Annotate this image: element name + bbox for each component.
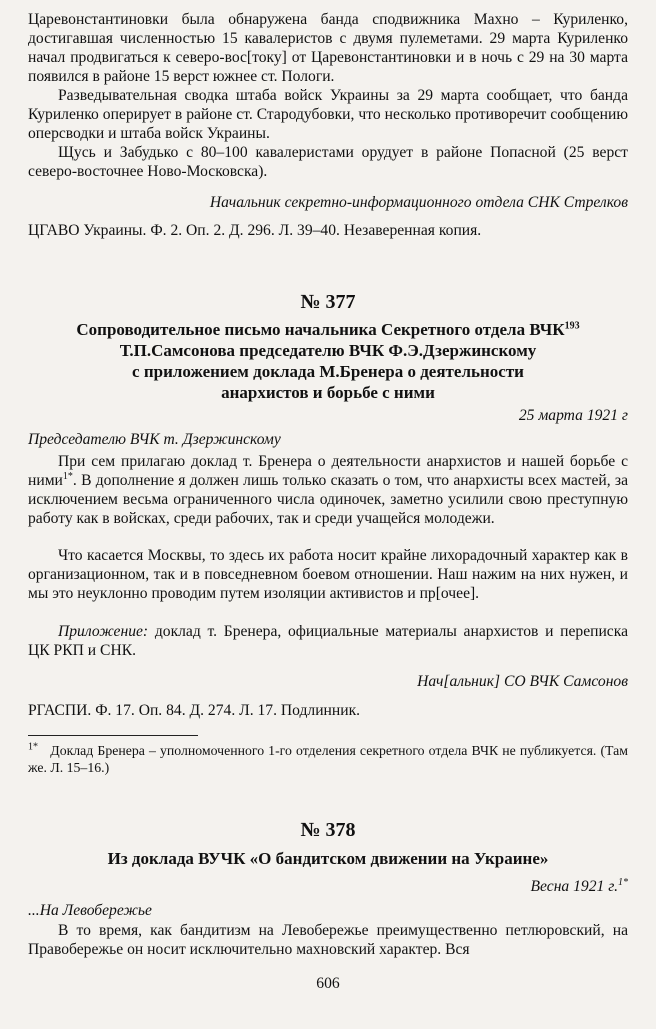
- archive-source: ЦГАВО Украины. Ф. 2. Оп. 2. Д. 296. Л. 39–40. Незаверенная копия.: [28, 222, 482, 239]
- document-title: [28, 319, 628, 403]
- footnote-ref: 1*: [618, 876, 628, 888]
- footnote: $^{1*}$ Доклад Бренера – уполномоченного 1-го отделения секретного отдела ВЧК не публикуется. (Там же. Л. 15–16.): [28, 741, 628, 775]
- title-line: с приложением доклада М.Бренера о деятельности: [132, 362, 524, 381]
- paragraph: В то время, как бандитизм на Левобережье преимущественно петлюровский, на Правобережье он носит исключительно махновский характер. Вся: [28, 922, 628, 958]
- document-number: № 377: [300, 291, 356, 313]
- footnote-mark: 1*: [28, 741, 38, 753]
- signature: Нач[альник] СО ВЧК Самсонов: [417, 673, 628, 690]
- title-line: Сопроводительное письмо начальника Секретного отдела ВЧК$^{193}$: [76, 320, 580, 339]
- page-number: 606: [316, 975, 340, 992]
- title-line: анархистов и борьбе с ними: [221, 383, 435, 402]
- attachment-note: Приложение: доклад т. Бренера, официальные материалы анархистов и переписка ЦК РКП и СНК.: [28, 623, 628, 659]
- subheading: ...На Левобережье: [28, 902, 152, 919]
- paragraph: Щусь и Забудько с 80–100 кавалеристами орудует в районе Попасной (25 верст северо-восточнее Ново-Московска).: [28, 144, 628, 180]
- title-footnote-ref: 193: [564, 320, 580, 332]
- document-date: Весна 1921 г.$^{1*}$: [530, 876, 628, 895]
- title-line: Т.П.Самсонова председателю ВЧК Ф.Э.Дзержинскому: [119, 341, 537, 360]
- paragraph: Что касается Москвы, то здесь их работа носит крайне лихорадочный характер как в организационном, так и в повседневном боевом отношении. Наш нажим на них нужен, и мы это неуклонно проводим путем изоляции активистов и пр[очее].: [28, 547, 628, 602]
- footnote-ref: 1*: [62, 470, 73, 482]
- paragraph: При сем прилагаю доклад т. Бренера о деятельности анархистов и нашей борьбе с ними$^{1*}$. В дополнение я должен лишь только сказать о том, что анархисты всех мастей, за исключением весьма ограниченного числа одиночек, заметно усилили свою преступную работу как в войсках, среди рабочих, так и среди учащейся молодежи.: [28, 453, 628, 527]
- paragraph: Царевонстантиновки была обнаружена банда сподвижника Махно – Куриленко, достигавшая численностью 15 кавалеристов с двумя пулеметами. 29 марта Куриленко начал продвигаться к северо-вос[току] от Царевонстантиновки и в ночь с 29 на 30 марта появился в районе 15 верст южнее ст. Пологи.: [28, 11, 628, 85]
- document-date: 25 марта 1921 г: [518, 407, 628, 424]
- addressee: Председателю ВЧК т. Дзержинскому: [28, 431, 281, 448]
- archive-source: РГАСПИ. Ф. 17. Оп. 84. Д. 274. Л. 17. Подлинник.: [28, 702, 361, 719]
- paragraph: Разведывательная сводка штаба войск Украины за 29 марта сообщает, что банда Куриленко оперирует в районе ст. Стародубовки, что несколько противоречит сообщению оперсводки и штаба войск Украины.: [28, 87, 628, 142]
- document-title: Из доклада ВУЧК «О бандитском движении на Украине»: [107, 849, 549, 868]
- footnote-divider: [28, 735, 198, 736]
- document-number: № 378: [300, 819, 356, 841]
- signature: Начальник секретно-информационного отдела СНК Стрелков: [209, 194, 628, 211]
